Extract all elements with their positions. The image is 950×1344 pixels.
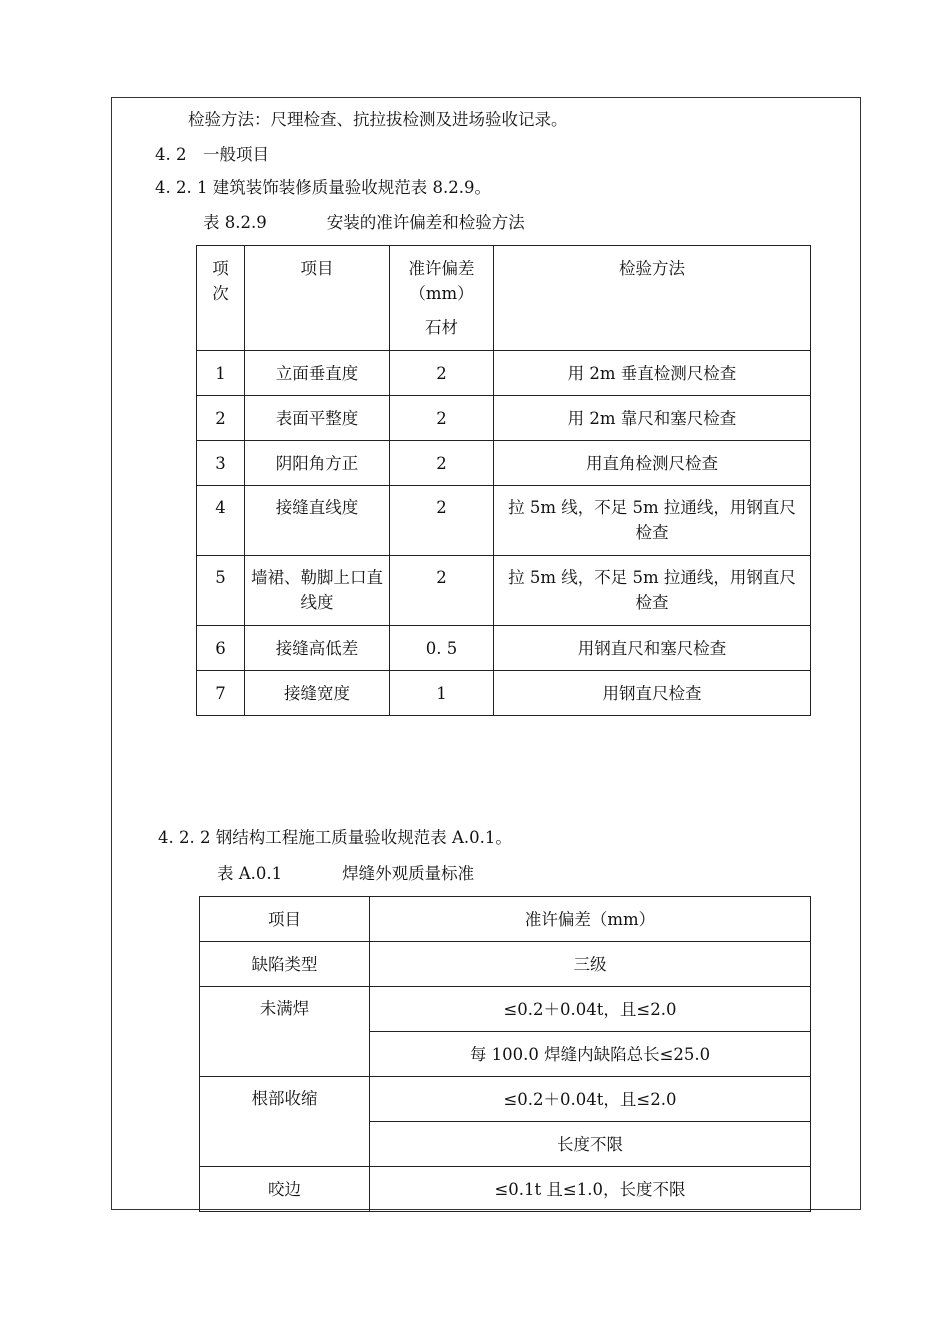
table-row [197, 351, 811, 396]
row-tolerance: 2 [390, 441, 494, 486]
row-item: 接缝直线度 [245, 486, 390, 556]
row-tolerance: 0. 5 [390, 626, 494, 671]
row-tolerance: 2 [390, 486, 494, 556]
grade-value: 三级 [370, 942, 811, 987]
header-sequence: 项 次 [197, 246, 245, 351]
row-item: 立面垂直度 [245, 351, 390, 396]
header-item: 项目 [200, 897, 370, 942]
row-item: 阴阳角方正 [245, 441, 390, 486]
section-4-2-2-heading: 4. 2. 2 钢结构工程施工质量验收规范表 A.0.1。 [158, 828, 512, 847]
row-method: 用钢直尺和塞尺检查 [494, 626, 811, 671]
row-number: 1 [197, 351, 245, 396]
row-tolerance: 2 [390, 396, 494, 441]
row-method: 用直角检测尺检查 [494, 441, 811, 486]
table-row [197, 486, 811, 556]
root-shrink-label: 根部收缩 [200, 1077, 370, 1167]
table2-caption [217, 864, 474, 884]
underfill-tolerance: ≤0.2＋0.04t，且≤2.0 [370, 987, 811, 1032]
row-tolerance: 2 [390, 351, 494, 396]
row-method: 用 2m 靠尺和塞尺检查 [494, 396, 811, 441]
underfill-total-length: 每 100.0 焊缝内缺陷总长≤25.0 [370, 1032, 811, 1077]
row-number: 2 [197, 396, 245, 441]
table-row [200, 1167, 811, 1212]
root-shrink-length: 长度不限 [370, 1122, 811, 1167]
table2-caption-title: 焊缝外观质量标准 [342, 864, 475, 883]
row-item: 表面平整度 [245, 396, 390, 441]
table-row [197, 441, 811, 486]
defect-type-label: 缺陷类型 [200, 942, 370, 987]
row-tolerance: 1 [390, 671, 494, 716]
row-number: 3 [197, 441, 245, 486]
row-number: 6 [197, 626, 245, 671]
section-4-2-heading: 4. 2 一般项目 [155, 145, 269, 164]
underfill-label: 未满焊 [200, 987, 370, 1077]
table-row [200, 1077, 811, 1122]
row-method: 拉 5m 线，不足 5m 拉通线，用钢直尺检查 [494, 556, 811, 626]
table-row [197, 396, 811, 441]
row-method: 用钢直尺检查 [494, 671, 811, 716]
header-tolerance-stone: 石材 [425, 318, 458, 337]
table-header-row [200, 897, 811, 942]
section-4-2-1-heading: 4. 2. 1 建筑装饰装修质量验收规范表 8.2.9。 [155, 178, 491, 197]
row-item: 接缝宽度 [245, 671, 390, 716]
table1-caption [203, 213, 525, 233]
table2-caption-number: 表 A.0.1 [217, 864, 283, 883]
tolerance-table [196, 245, 811, 716]
row-tolerance: 2 [390, 556, 494, 626]
inspection-method-line: 检验方法：尺理检查、抗拉拔检测及进场验收记录。 [188, 110, 568, 129]
weld-quality-table [199, 896, 811, 1212]
table-header-row [197, 246, 811, 351]
row-method: 拉 5m 线，不足 5m 拉通线，用钢直尺检查 [494, 486, 811, 556]
row-number: 7 [197, 671, 245, 716]
header-tolerance: 准许偏差（mm） [370, 897, 811, 942]
row-item: 墙裙、勒脚上口直线度 [245, 556, 390, 626]
header-tolerance: 准许偏差 （mm） 石材 [390, 246, 494, 351]
row-number: 5 [197, 556, 245, 626]
root-shrink-tolerance: ≤0.2＋0.04t，且≤2.0 [370, 1077, 811, 1122]
table-row [200, 987, 811, 1032]
undercut-label: 咬边 [200, 1167, 370, 1212]
table-row [200, 942, 811, 987]
table1-caption-title: 安装的准许偏差和检验方法 [326, 213, 525, 232]
header-method: 检验方法 [494, 246, 811, 351]
row-method: 用 2m 垂直检测尺检查 [494, 351, 811, 396]
table-row [197, 626, 811, 671]
table-row [197, 556, 811, 626]
undercut-tolerance: ≤0.1t 且≤1.0，长度不限 [370, 1167, 811, 1212]
table-row [197, 671, 811, 716]
row-number: 4 [197, 486, 245, 556]
row-item: 接缝高低差 [245, 626, 390, 671]
table1-caption-number: 表 8.2.9 [203, 213, 267, 232]
header-item: 项目 [245, 246, 390, 351]
